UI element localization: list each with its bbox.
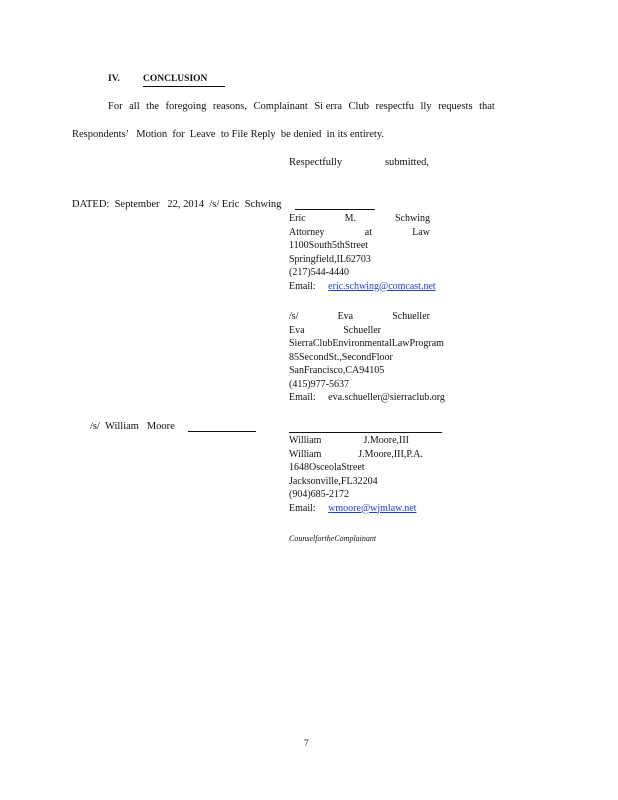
moore-signature: /s/ William Moore: [90, 421, 175, 432]
email-row: [289, 502, 438, 516]
signature-line-schwing: [295, 209, 375, 210]
closing-word: submitted,: [384, 157, 429, 168]
phone-number: (217)544-4440: [289, 267, 349, 278]
email-text-schueller: eva.schueller@sierraclub.org: [328, 392, 445, 403]
schueller-signature: [289, 310, 430, 324]
attorney-title: [289, 226, 430, 240]
street-address: 85SecondSt.,SecondFloor: [289, 351, 393, 363]
city-state-zip: SanFrancisco,CA94105: [289, 365, 385, 376]
name-part: J.Moore,III,P.A.: [358, 448, 423, 460]
title-part: at: [364, 226, 372, 238]
attorney-name: [289, 212, 430, 226]
email-row: [289, 391, 445, 405]
word: lly: [420, 101, 432, 112]
name-part: Schueller: [343, 324, 381, 336]
phone-number: (904)685-2172: [289, 489, 349, 500]
signature-block-schueller: [289, 310, 445, 405]
phone-number: (415)977-5637: [289, 378, 349, 390]
email-link-moore[interactable]: wmoore@wjmlaw.net: [328, 502, 417, 514]
signature-block-schwing: [289, 212, 462, 293]
name-part: William: [289, 448, 322, 460]
word: Complainant: [253, 101, 308, 112]
closing-respectfully-submitted: [289, 157, 429, 168]
word: reasons,: [212, 101, 247, 112]
signature-block-moore: [289, 434, 438, 515]
sig-part: /s/: [289, 311, 299, 322]
word: foregoing: [165, 101, 207, 112]
conclusion-paragraph-line-2: Respondents’ Motion for Leave to File Reply be denied in its entirety.: [72, 129, 385, 140]
city-state-zip: Jacksonville,FL32204: [289, 475, 378, 487]
word: requests: [438, 101, 473, 112]
page-number: 7: [304, 738, 309, 748]
sig-part: Schueller: [392, 311, 430, 322]
email-label: Email:: [289, 280, 316, 292]
name-part: Eric: [289, 213, 306, 224]
name-part: William: [289, 435, 322, 446]
section-title-underline: [143, 86, 225, 87]
attorney-name: [289, 434, 409, 448]
name-part: Eva: [289, 324, 305, 336]
section-number: IV.: [108, 74, 120, 84]
signature-line-moore-right: [289, 432, 442, 433]
closing-word: Respectfully: [289, 157, 343, 168]
word: Club: [348, 101, 369, 112]
organization: SierraClubEnvironmentalLawProgram: [289, 338, 444, 349]
email-link-schwing[interactable]: eric.schwing@comcast.net: [328, 280, 436, 292]
email-label: Email:: [289, 392, 316, 403]
counsel-for-complainant: CounselfortheComplainant: [289, 534, 377, 543]
name-part: Schwing: [395, 213, 430, 224]
sig-part: Eva: [337, 311, 354, 322]
word: For: [108, 101, 123, 112]
word: respectfu: [375, 101, 414, 112]
section-title: CONCLUSION: [143, 74, 208, 84]
city-state-zip: Springfield,IL62703: [289, 253, 371, 265]
street-address: 1100South5thStreet: [289, 240, 369, 251]
word: Si erra: [314, 101, 343, 112]
email-label: Email:: [289, 502, 316, 514]
name-part: J.Moore,III: [363, 435, 409, 446]
street-address: 1648OsceolaStreet: [289, 462, 365, 473]
word: that: [479, 101, 495, 112]
signature-line-moore-left: [188, 431, 256, 432]
email-row: [289, 280, 462, 294]
name-part: M.: [344, 213, 357, 224]
title-part: Law: [412, 226, 430, 238]
word: the: [146, 101, 159, 112]
attorney-name: [289, 324, 381, 338]
title-part: Attorney: [289, 226, 325, 238]
word: all: [129, 101, 140, 112]
conclusion-paragraph-line-1: [108, 101, 495, 112]
firm-name: [289, 448, 423, 462]
dated-line: DATED: September 22, 2014 /s/ Eric Schwing: [72, 199, 282, 210]
